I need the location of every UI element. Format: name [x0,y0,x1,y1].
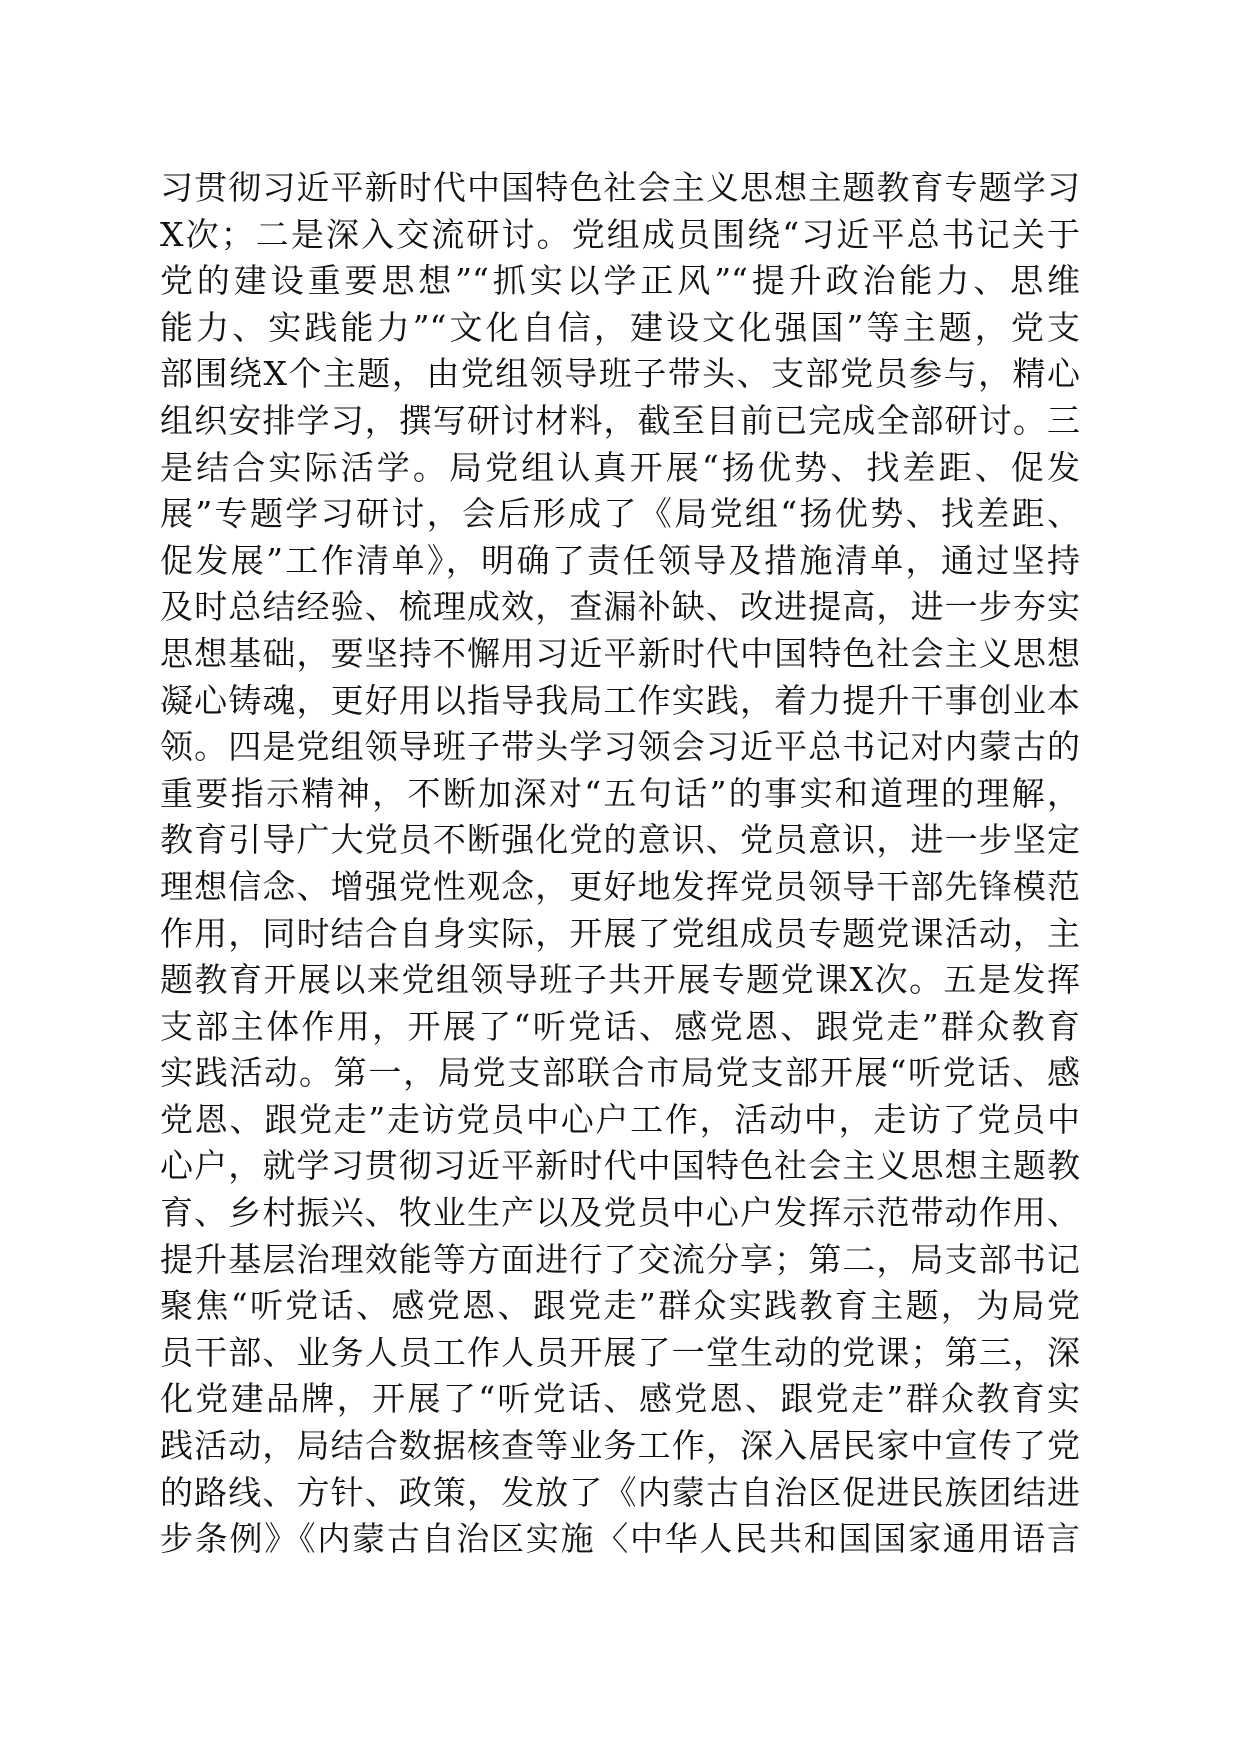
text-line-18: 题教育开展以来党组领导班子共开展专题党课X次。五是发挥 [160,960,1080,1000]
text-line-5: 部围绕X个主题，由党组领导班子带头、支部党员参与，精心 [160,354,1080,394]
text-line-19: 支部主体作用，开展了“听党话、感党恩、跟党走”群众教育 [160,1006,1080,1046]
text-line-15: 教育引导广大党员不断强化党的意识、党员意识，进一步坚定 [160,820,1080,860]
text-line-16: 理想信念、增强党性观念，更好地发挥党员领导干部先锋模范 [160,866,1080,906]
text-line-11: 思想基础，要坚持不懈用习近平新时代中国特色社会主义思想 [160,633,1080,673]
text-line-1: 习贯彻习近平新时代中国特色社会主义思想主题教育专题学习 [160,168,1080,207]
text-line-27: 化党建品牌，开展了“听党话、感党恩、跟党走”群众教育实 [160,1379,1080,1419]
text-line-20: 实践活动。第一，局党支部联合市局党支部开展“听党话、感 [160,1053,1080,1093]
text-line-29: 的路线、方针、政策，发放了《内蒙古自治区促进民族团结进 [160,1472,1080,1512]
text-line-10: 及时总结经验、梳理成效，查漏补缺、改进提高，进一步夯实 [160,587,1080,627]
text-line-23: 育、乡村振兴、牧业生产以及党员中心户发挥示范带动作用、 [160,1193,1080,1233]
text-line-28: 践活动，局结合数据核查等业务工作，深入居民家中宣传了党 [160,1426,1080,1466]
text-line-24: 提升基层治理效能等方面进行了交流分享；第二，局支部书记 [160,1239,1080,1279]
text-line-7: 是结合实际活学。局党组认真开展“扬优势、找差距、促发 [160,447,1080,487]
text-line-8: 展”专题学习研讨，会后形成了《局党组“扬优势、找差距、 [160,494,1080,534]
text-line-25: 聚焦“听党话、感党恩、跟党走”群众实践教育主题，为局党 [160,1286,1080,1326]
text-line-6: 组织安排学习，撰写研讨材料，截至目前已完成全部研讨。三 [160,400,1080,440]
text-line-17: 作用，同时结合自身实际，开展了党组成员专题党课活动，主 [160,913,1080,953]
text-line-3: 党的建设重要思想”“抓实以学正风”“提升政治能力、思维 [160,261,1080,301]
text-line-26: 员干部、业务人员工作人员开展了一堂生动的党课；第三，深 [160,1332,1080,1372]
text-line-21: 党恩、跟党走”走访党员中心户工作，活动中，走访了党员中 [160,1099,1080,1139]
text-line-4: 能力、实践能力”“文化自信，建设文化强国”等主题，党支 [160,307,1080,347]
text-line-9: 促发展”工作清单》，明确了责任领导及措施清单，通过坚持 [160,540,1080,580]
text-line-14: 重要指示精神，不断加深对“五句话”的事实和道理的理解， [160,773,1080,813]
text-line-22: 心户，就学习贯彻习近平新时代中国特色社会主义思想主题教 [160,1146,1080,1186]
text-line-12: 凝心铸魂，更好用以指导我局工作实践，着力提升干事创业本 [160,680,1080,720]
text-line-2: X次；二是深入交流研讨。党组成员围绕“习近平总书记关于 [160,214,1080,254]
text-line-13: 领。四是党组领导班子带头学习领会习近平总书记对内蒙古的 [160,727,1080,767]
body-paragraph [160,165,1080,1563]
text-line-30: 步条例》《内蒙古自治区实施〈中华人民共和国国家通用语言 [160,1519,1080,1559]
